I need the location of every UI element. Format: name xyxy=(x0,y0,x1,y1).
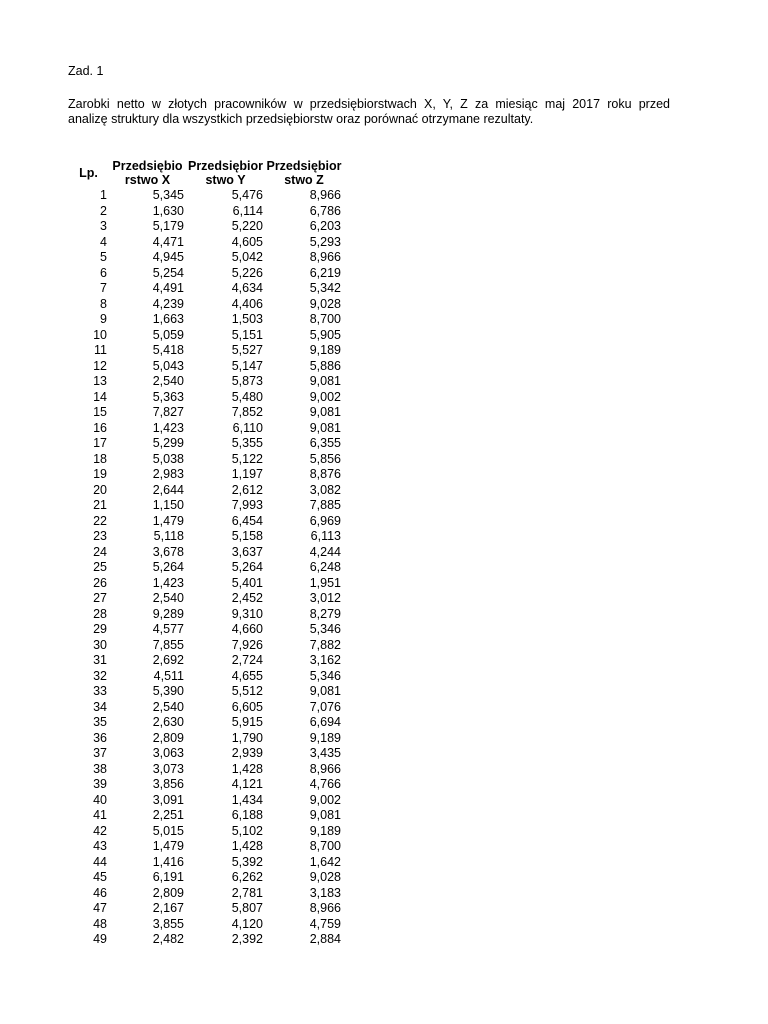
cell-company-x: 1,479 xyxy=(152,839,184,853)
cell-lp: 26 xyxy=(93,575,107,590)
cell-lp: 45 xyxy=(93,870,107,884)
cell-company-x: 2,251 xyxy=(152,808,184,822)
cell-company-y: 5,392 xyxy=(231,854,263,869)
table-row xyxy=(68,390,343,406)
cell-lp: 10 xyxy=(93,327,107,342)
cell-lp: 4 xyxy=(100,234,107,249)
cell-company-z: 9,189 xyxy=(309,823,341,838)
cell-company-x: 2,482 xyxy=(152,932,184,946)
cell-company-y: 7,926 xyxy=(231,637,263,652)
description-line-1: Zarobki netto w złotych pracowników w przedsiębiorstwach X, Y, Z za miesiąc maj 2017 roku przed xyxy=(68,97,670,111)
cell-lp: 30 xyxy=(93,637,107,652)
table-row xyxy=(68,622,343,638)
cell-lp: 41 xyxy=(93,808,107,822)
cell-company-z: 9,081 xyxy=(309,374,341,388)
table-row xyxy=(68,684,343,700)
cell-lp: 17 xyxy=(93,436,107,450)
cell-company-y: 2,724 xyxy=(231,653,263,667)
cell-company-z: 9,189 xyxy=(309,343,341,357)
cell-company-z: 8,700 xyxy=(309,312,341,326)
cell-company-z: 8,966 xyxy=(309,761,341,776)
cell-company-z: 6,694 xyxy=(309,715,341,729)
cell-company-z: 1,951 xyxy=(309,575,341,590)
table-row xyxy=(68,700,343,716)
cell-company-x: 5,418 xyxy=(152,343,184,357)
table-row xyxy=(68,359,343,375)
cell-lp: 5 xyxy=(100,250,107,264)
table-row xyxy=(68,777,343,793)
cell-company-y: 4,120 xyxy=(231,916,263,931)
cell-lp: 7 xyxy=(100,281,107,295)
cell-company-z: 6,969 xyxy=(309,513,341,528)
cell-lp: 20 xyxy=(93,482,107,497)
cell-company-x: 5,345 xyxy=(152,188,184,202)
table-row xyxy=(68,731,343,747)
cell-company-y: 6,110 xyxy=(232,420,263,435)
table-row xyxy=(68,793,343,809)
cell-company-x: 3,855 xyxy=(152,916,184,931)
table-row xyxy=(68,343,343,359)
cell-lp: 44 xyxy=(93,854,107,869)
cell-lp: 39 xyxy=(93,777,107,791)
table-row xyxy=(68,374,343,390)
cell-company-z: 9,081 xyxy=(309,420,341,435)
cell-lp: 29 xyxy=(93,622,107,636)
cell-company-y: 5,512 xyxy=(231,684,263,698)
cell-lp: 3 xyxy=(100,219,107,233)
table-row xyxy=(68,529,343,545)
cell-lp: 46 xyxy=(93,885,107,900)
header-lp: Lp. xyxy=(79,166,98,180)
cell-company-y: 1,197 xyxy=(231,467,263,481)
cell-company-y: 5,147 xyxy=(231,358,263,373)
cell-company-x: 2,167 xyxy=(152,901,184,915)
cell-company-y: 4,121 xyxy=(231,777,263,791)
table-row xyxy=(68,591,343,607)
table-row xyxy=(68,653,343,669)
cell-lp: 34 xyxy=(93,699,107,714)
cell-company-x: 2,540 xyxy=(152,699,184,714)
cell-company-x: 5,264 xyxy=(152,560,184,574)
cell-company-z: 6,203 xyxy=(309,219,341,233)
cell-company-y: 1,428 xyxy=(231,761,263,776)
cell-lp: 31 xyxy=(93,653,107,667)
table-row xyxy=(68,235,343,251)
cell-lp: 47 xyxy=(93,901,107,915)
cell-company-y: 5,226 xyxy=(231,265,263,280)
cell-company-z: 3,082 xyxy=(309,482,341,497)
cell-company-y: 7,852 xyxy=(231,405,263,419)
cell-company-y: 4,660 xyxy=(231,622,263,636)
cell-company-x: 7,827 xyxy=(152,405,184,419)
cell-company-z: 4,244 xyxy=(309,544,341,559)
cell-company-y: 5,480 xyxy=(231,389,263,404)
cell-company-z: 9,081 xyxy=(309,684,341,698)
exercise-heading: Zad. 1 xyxy=(68,64,104,78)
cell-company-y: 3,637 xyxy=(231,544,263,559)
table-row xyxy=(68,808,343,824)
cell-lp: 1 xyxy=(100,188,107,202)
table-row xyxy=(68,328,343,344)
cell-company-x: 3,678 xyxy=(152,544,184,559)
cell-company-x: 3,091 xyxy=(152,792,184,807)
cell-company-z: 5,293 xyxy=(309,234,341,249)
cell-company-x: 1,663 xyxy=(152,312,184,326)
cell-company-y: 2,452 xyxy=(231,591,263,605)
cell-company-x: 5,254 xyxy=(152,265,184,280)
cell-lp: 18 xyxy=(93,451,107,466)
table-row xyxy=(68,762,343,778)
cell-lp: 19 xyxy=(93,467,107,481)
exercise-description xyxy=(68,97,670,127)
cell-company-x: 5,363 xyxy=(152,389,184,404)
cell-company-y: 5,915 xyxy=(231,715,263,729)
cell-company-y: 4,605 xyxy=(231,234,263,249)
cell-lp: 35 xyxy=(93,715,107,729)
cell-company-z: 9,189 xyxy=(309,730,341,745)
cell-company-z: 8,279 xyxy=(309,606,341,621)
table-row xyxy=(68,545,343,561)
cell-company-z: 9,002 xyxy=(309,792,341,807)
cell-company-x: 5,118 xyxy=(153,529,184,543)
cell-company-z: 8,966 xyxy=(309,250,341,264)
cell-company-y: 1,503 xyxy=(231,312,263,326)
cell-lp: 24 xyxy=(93,544,107,559)
cell-company-y: 6,188 xyxy=(231,808,263,822)
cell-company-z: 6,248 xyxy=(309,560,341,574)
cell-company-x: 6,191 xyxy=(152,870,184,884)
cell-company-y: 5,476 xyxy=(231,188,263,202)
cell-lp: 6 xyxy=(100,265,107,280)
table-row xyxy=(68,498,343,514)
cell-company-z: 5,856 xyxy=(309,451,341,466)
cell-company-x: 3,063 xyxy=(152,746,184,760)
cell-company-y: 1,434 xyxy=(231,792,263,807)
cell-company-y: 7,993 xyxy=(231,498,263,512)
cell-company-x: 1,479 xyxy=(152,513,184,528)
header-company-z: Przedsiębiorstwo Z xyxy=(266,159,342,187)
header-company-x: Przedsiębiorstwo X xyxy=(112,159,183,187)
table-row xyxy=(68,638,343,654)
table-row xyxy=(68,281,343,297)
cell-company-x: 2,809 xyxy=(152,730,184,745)
cell-company-x: 2,644 xyxy=(152,482,184,497)
cell-company-x: 3,856 xyxy=(152,777,184,791)
cell-company-y: 6,454 xyxy=(231,513,263,528)
table-row xyxy=(68,452,343,468)
cell-company-x: 2,540 xyxy=(152,374,184,388)
cell-company-z: 3,183 xyxy=(309,885,341,900)
table-row xyxy=(68,467,343,483)
table-row xyxy=(68,436,343,452)
cell-company-x: 4,239 xyxy=(152,296,184,311)
cell-company-z: 3,162 xyxy=(309,653,341,667)
cell-lp: 12 xyxy=(93,358,107,373)
cell-lp: 27 xyxy=(93,591,107,605)
cell-company-y: 5,122 xyxy=(231,451,263,466)
cell-company-x: 2,983 xyxy=(152,467,184,481)
cell-company-x: 5,043 xyxy=(152,358,184,373)
table-body xyxy=(68,188,343,948)
salary-table xyxy=(68,158,343,948)
cell-company-x: 1,150 xyxy=(152,498,184,512)
cell-company-z: 8,876 xyxy=(309,467,341,481)
cell-company-x: 4,491 xyxy=(152,281,184,295)
table-header-row xyxy=(68,158,343,188)
cell-company-z: 5,886 xyxy=(309,358,341,373)
cell-company-x: 2,692 xyxy=(152,653,184,667)
table-row xyxy=(68,219,343,235)
cell-company-x: 7,855 xyxy=(152,637,184,652)
cell-company-y: 6,605 xyxy=(231,699,263,714)
cell-company-z: 9,002 xyxy=(309,389,341,404)
cell-company-z: 8,966 xyxy=(309,901,341,915)
cell-company-x: 1,416 xyxy=(152,854,184,869)
cell-company-z: 7,882 xyxy=(309,637,341,652)
table-row xyxy=(68,188,343,204)
cell-lp: 23 xyxy=(93,529,107,543)
table-row xyxy=(68,421,343,437)
table-row xyxy=(68,824,343,840)
cell-company-x: 5,179 xyxy=(152,219,184,233)
cell-company-z: 6,786 xyxy=(309,203,341,218)
cell-company-x: 4,471 xyxy=(152,234,184,249)
cell-lp: 15 xyxy=(93,405,107,419)
cell-company-z: 4,766 xyxy=(309,777,341,791)
table-row xyxy=(68,483,343,499)
cell-company-y: 5,151 xyxy=(231,327,263,342)
cell-company-z: 6,113 xyxy=(310,529,341,543)
cell-company-y: 5,220 xyxy=(231,219,263,233)
cell-company-y: 6,114 xyxy=(232,203,263,218)
cell-lp: 32 xyxy=(93,668,107,683)
cell-lp: 11 xyxy=(94,343,107,357)
table-row xyxy=(68,886,343,902)
table-row xyxy=(68,839,343,855)
cell-company-x: 1,423 xyxy=(152,575,184,590)
cell-lp: 40 xyxy=(93,792,107,807)
cell-company-x: 4,577 xyxy=(152,622,184,636)
cell-lp: 43 xyxy=(93,839,107,853)
cell-company-y: 2,781 xyxy=(231,885,263,900)
cell-lp: 21 xyxy=(93,498,107,512)
table-row xyxy=(68,312,343,328)
cell-company-z: 5,346 xyxy=(309,668,341,683)
cell-company-z: 9,081 xyxy=(309,808,341,822)
cell-company-x: 5,390 xyxy=(152,684,184,698)
cell-company-y: 2,392 xyxy=(231,932,263,946)
cell-company-z: 6,219 xyxy=(309,265,341,280)
cell-company-z: 9,081 xyxy=(309,405,341,419)
header-company-y: Przedsiębiorstwo Y xyxy=(187,159,264,187)
cell-company-z: 8,700 xyxy=(309,839,341,853)
cell-lp: 36 xyxy=(93,730,107,745)
cell-company-z: 4,759 xyxy=(309,916,341,931)
cell-lp: 49 xyxy=(93,932,107,946)
cell-company-y: 5,355 xyxy=(231,436,263,450)
cell-lp: 28 xyxy=(93,606,107,621)
cell-lp: 48 xyxy=(93,916,107,931)
cell-lp: 2 xyxy=(100,203,107,218)
cell-company-x: 5,038 xyxy=(152,451,184,466)
cell-company-z: 3,435 xyxy=(309,746,341,760)
cell-company-z: 7,076 xyxy=(309,699,341,714)
cell-company-y: 5,527 xyxy=(231,343,263,357)
description-line-2: analizę struktury dla wszystkich przedsiębiorstw oraz porównać otrzymane rezultaty. xyxy=(68,112,534,126)
cell-company-y: 5,102 xyxy=(231,823,263,838)
cell-lp: 8 xyxy=(100,296,107,311)
cell-company-y: 5,042 xyxy=(231,250,263,264)
cell-company-y: 5,158 xyxy=(231,529,263,543)
table-row xyxy=(68,514,343,530)
table-row xyxy=(68,607,343,623)
cell-company-x: 5,015 xyxy=(152,823,184,838)
cell-company-y: 9,310 xyxy=(231,606,263,621)
cell-company-z: 3,012 xyxy=(309,591,341,605)
cell-company-y: 5,401 xyxy=(231,575,263,590)
cell-lp: 13 xyxy=(93,374,107,388)
table-row xyxy=(68,204,343,220)
cell-lp: 33 xyxy=(93,684,107,698)
cell-company-y: 4,655 xyxy=(231,668,263,683)
cell-company-z: 9,028 xyxy=(309,870,341,884)
table-row xyxy=(68,560,343,576)
table-row xyxy=(68,576,343,592)
cell-company-y: 2,939 xyxy=(231,746,263,760)
cell-company-y: 5,873 xyxy=(231,374,263,388)
cell-company-y: 4,406 xyxy=(231,296,263,311)
table-row xyxy=(68,901,343,917)
cell-lp: 14 xyxy=(93,389,107,404)
table-row xyxy=(68,746,343,762)
cell-company-z: 1,642 xyxy=(309,854,341,869)
cell-lp: 38 xyxy=(93,761,107,776)
cell-company-x: 9,289 xyxy=(152,606,184,621)
cell-company-x: 2,809 xyxy=(152,885,184,900)
table-row xyxy=(68,266,343,282)
table-row xyxy=(68,932,343,948)
cell-company-z: 5,905 xyxy=(309,327,341,342)
cell-company-x: 2,540 xyxy=(152,591,184,605)
cell-company-x: 1,630 xyxy=(152,203,184,218)
cell-company-z: 5,346 xyxy=(309,622,341,636)
cell-company-y: 5,807 xyxy=(231,901,263,915)
cell-company-x: 2,630 xyxy=(152,715,184,729)
cell-company-z: 7,885 xyxy=(309,498,341,512)
cell-company-z: 6,355 xyxy=(309,436,341,450)
cell-company-y: 1,428 xyxy=(231,839,263,853)
cell-company-y: 6,262 xyxy=(231,870,263,884)
cell-company-x: 4,945 xyxy=(152,250,184,264)
cell-company-y: 2,612 xyxy=(231,482,263,497)
table-row xyxy=(68,669,343,685)
cell-company-x: 1,423 xyxy=(152,420,184,435)
cell-company-y: 4,634 xyxy=(231,281,263,295)
cell-company-z: 2,884 xyxy=(309,932,341,946)
cell-company-y: 5,264 xyxy=(231,560,263,574)
cell-lp: 16 xyxy=(93,420,107,435)
table-row xyxy=(68,870,343,886)
cell-company-z: 9,028 xyxy=(309,296,341,311)
cell-lp: 9 xyxy=(100,312,107,326)
table-row xyxy=(68,250,343,266)
cell-company-x: 5,299 xyxy=(152,436,184,450)
cell-lp: 37 xyxy=(93,746,107,760)
cell-lp: 25 xyxy=(93,560,107,574)
cell-company-z: 8,966 xyxy=(309,188,341,202)
cell-company-y: 1,790 xyxy=(231,730,263,745)
table-row xyxy=(68,855,343,871)
table-row xyxy=(68,917,343,933)
cell-company-x: 5,059 xyxy=(152,327,184,342)
table-row xyxy=(68,297,343,313)
cell-company-x: 4,511 xyxy=(153,668,184,683)
table-row xyxy=(68,405,343,421)
cell-lp: 22 xyxy=(93,513,107,528)
cell-company-z: 5,342 xyxy=(309,281,341,295)
cell-company-x: 3,073 xyxy=(152,761,184,776)
cell-lp: 42 xyxy=(93,823,107,838)
table-row xyxy=(68,715,343,731)
